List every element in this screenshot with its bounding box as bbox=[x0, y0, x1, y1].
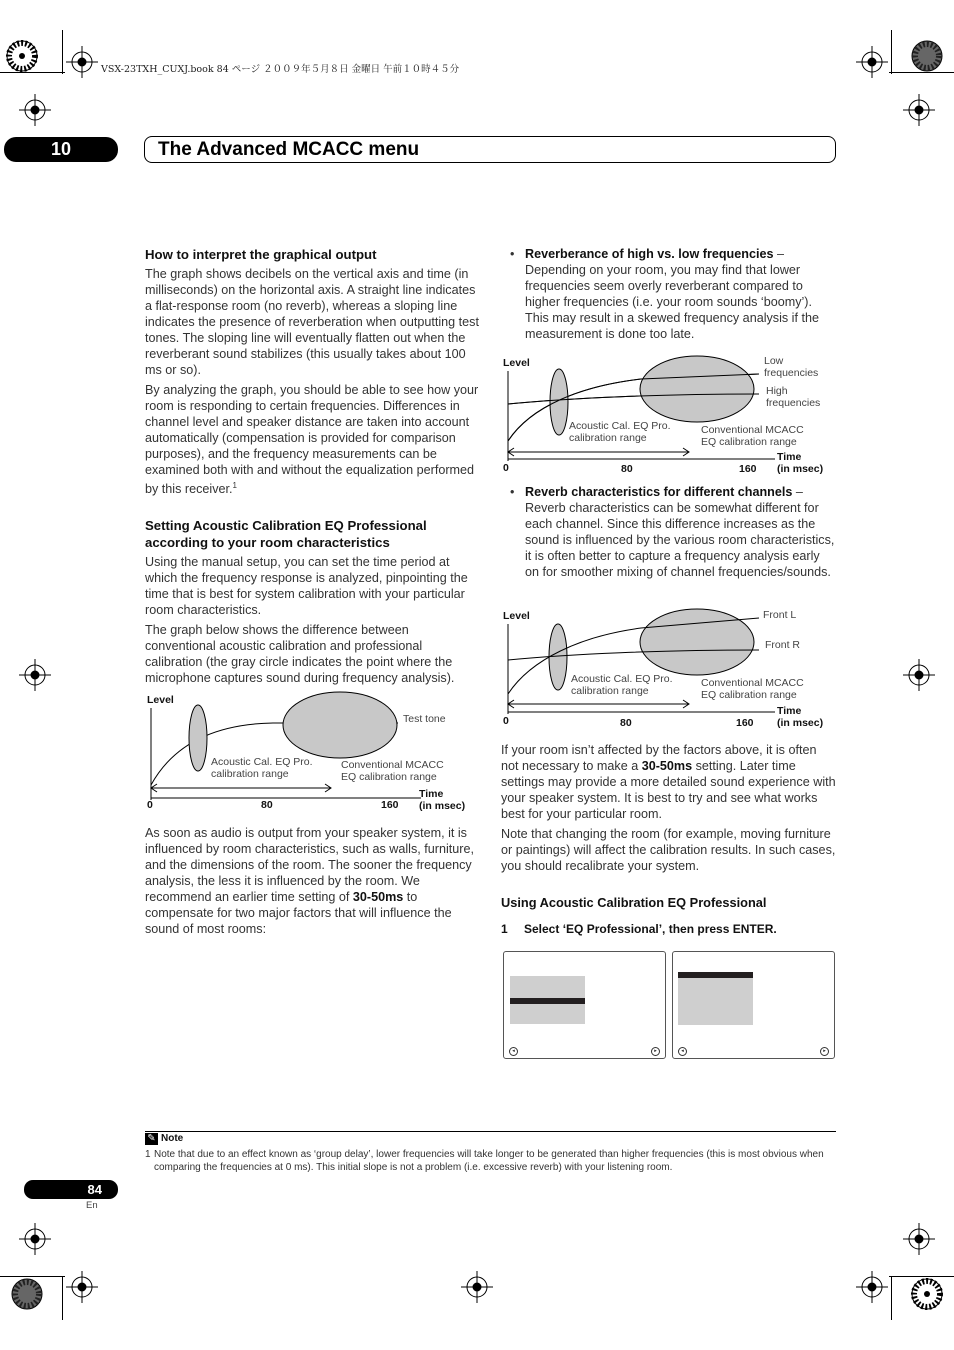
curve-label: frequencies bbox=[766, 397, 821, 409]
registration-target-icon bbox=[856, 46, 888, 78]
registration-target-icon bbox=[903, 659, 935, 691]
range-label: EQ calibration range bbox=[701, 689, 797, 701]
footnote-text: Note that due to an effect known as ‘group delay’, lower frequencies will take longer to be generated than higher frequencies (this is most obvious when comparing the frequencies at 0 ms). This initial slope is not a problem (i.e. excessive reverb) with your listening room. bbox=[154, 1149, 824, 1173]
range-label: Acoustic Cal. EQ Pro. bbox=[211, 756, 313, 768]
return-icon: ◂ bbox=[678, 1047, 687, 1056]
range-label: Acoustic Cal. EQ Pro. bbox=[571, 673, 673, 685]
registration-target-icon bbox=[461, 1271, 493, 1303]
curve-label: Test tone bbox=[403, 713, 446, 725]
range-label: Conventional MCACC bbox=[701, 424, 804, 436]
left-column bbox=[145, 246, 479, 690]
registration-target-icon bbox=[66, 1271, 98, 1303]
bullet-icon: • bbox=[510, 247, 515, 261]
conventional-range-ellipse bbox=[640, 356, 754, 422]
channel-graph bbox=[501, 604, 837, 729]
paragraph: The graph shows decibels on the vertical axis and time (in milliseconds) on the horizontal axis. A straight line indicates a flat-response room (no reverb), whereas a sloping line indicates the presence of reverberation when outputting test tones. The sloping line will eventually flatten out when the reverberant sound stabilizes (this usually takes about 100 ms or so). bbox=[145, 267, 479, 377]
footnote-number: 1 bbox=[145, 1149, 151, 1160]
range-label: Conventional MCACC bbox=[341, 759, 444, 771]
frequency-graph bbox=[501, 351, 837, 476]
step-text: Select ‘EQ Professional’, then press ENTER. bbox=[524, 922, 777, 936]
bullet-item: • Reverberance of high vs. low frequencies – Depending on your room, you may find that lower frequencies seem overly reverberant compared to higher frequencies (i.e. your room sounds ‘boomy’). This may result in a skewed frequency analysis if the measurement is done too late. bbox=[510, 247, 819, 341]
registration-target-icon bbox=[19, 1223, 51, 1255]
tick-label: 0 bbox=[503, 462, 509, 474]
range-label: EQ calibration range bbox=[341, 771, 437, 783]
axis-label-time: Time bbox=[419, 788, 444, 800]
tick-label: 0 bbox=[147, 799, 153, 811]
axis-label-time: Time bbox=[777, 705, 802, 717]
file-info-header: VSX-23TXH_CUXJ.book 84 ページ ２００９年５月８日 金曜日 午前１０時４５分 bbox=[101, 64, 460, 75]
step-number: 1 bbox=[501, 922, 508, 936]
paragraph: The graph below shows the difference between conventional acoustic calibration and professional calibration (the gray circle indicates the point where the microphone captures sound during frequency analysis). bbox=[145, 623, 455, 686]
curve-label: frequencies bbox=[764, 367, 819, 379]
conventional-range-ellipse bbox=[640, 609, 754, 675]
registration-target-icon bbox=[903, 94, 935, 126]
section-heading: Setting Acoustic Calibration EQ Professional according to your room characteristics bbox=[145, 518, 427, 551]
chapter-number: 10 bbox=[50, 139, 72, 159]
registration-target-icon bbox=[856, 1271, 888, 1303]
pro-range-ellipse bbox=[550, 369, 568, 435]
pro-range-ellipse bbox=[189, 705, 207, 771]
range-label: Acoustic Cal. EQ Pro. bbox=[569, 420, 671, 432]
paragraph: By analyzing the graph, you should be able to see how your room is responding to certain frequencies. Differences in channel level and speaker distance are taken into account automatically (compensation is provided for comparison purposes), and the frequency measurements can be examined both with and without the equalization performed by this receiver.$^1$ bbox=[145, 383, 479, 497]
enter-icon: ▸ bbox=[651, 1047, 660, 1056]
paragraph: If your room isn’t affected by the factors above, it is often not necessary to make a 30-50ms setting. Later time settings may provide a more detailed sound experience with your speaker system. It is best to try and see what works best for your particular room. bbox=[501, 743, 836, 821]
curve-label: High bbox=[766, 385, 788, 397]
menu-list-block bbox=[678, 977, 753, 1025]
color-wheel-icon bbox=[7, 41, 37, 71]
bullet-item: • Reverb characteristics for different channels – Reverb characteristics can be somewhat different for each channel. Since this difference increases as the sound is influenced by the various room characteristics, it is often better to capture a frequency analysis early on for smoother mixing of channel frequencies/sounds. bbox=[510, 485, 835, 579]
axis-label-time: (in msec) bbox=[777, 717, 824, 729]
note-pencil-icon: ✎ bbox=[145, 1133, 158, 1145]
color-wheel-icon bbox=[12, 1279, 42, 1309]
footnote bbox=[145, 1148, 835, 1174]
curve-label: Low bbox=[764, 355, 784, 367]
bullet-icon: • bbox=[510, 485, 515, 499]
language-code: En bbox=[86, 1200, 98, 1211]
registration-target-icon bbox=[903, 1223, 935, 1255]
tick-label: 80 bbox=[620, 717, 632, 729]
chapter-badge bbox=[4, 137, 118, 162]
range-label: calibration range bbox=[569, 432, 647, 444]
return-icon: ◂ bbox=[509, 1047, 518, 1056]
range-label: calibration range bbox=[211, 768, 289, 780]
step-item bbox=[501, 922, 836, 936]
screen-before bbox=[503, 951, 666, 1059]
page-number-badge bbox=[24, 1180, 118, 1199]
axis-label-time: (in msec) bbox=[777, 463, 824, 475]
tick-label: 160 bbox=[381, 799, 399, 811]
calibration-graph bbox=[143, 690, 479, 815]
note-label: Note bbox=[161, 1133, 184, 1144]
screen-after bbox=[672, 951, 835, 1059]
curve-label: Front L bbox=[763, 609, 797, 621]
registration-target-icon bbox=[19, 659, 51, 691]
paragraph: Using the manual setup, you can set the time period at which the frequency response is analyzed, pinpointing the time that is best for system calibration with your particular room characteristics. bbox=[145, 555, 468, 618]
registration-target-icon bbox=[19, 94, 51, 126]
enter-icon: ▸ bbox=[820, 1047, 829, 1056]
tick-label: 0 bbox=[503, 715, 509, 727]
footnote-ref[interactable]: 1 bbox=[232, 481, 237, 490]
tick-label: 80 bbox=[261, 799, 273, 811]
paragraph: As soon as audio is output from your speaker system, it is influenced by room characteristics, such as walls, furniture, and the dimensions of the room. The sooner the frequency analysis, the less it is influenced by the room. We recommend an earlier time setting of 30-50ms to compensate for two major factors that will influence the sound of most rooms: bbox=[145, 826, 474, 936]
axis-label-level: Level bbox=[147, 694, 174, 706]
color-wheel-icon bbox=[912, 41, 942, 71]
range-label: calibration range bbox=[571, 685, 649, 697]
tick-label: 160 bbox=[739, 463, 757, 475]
right-column-cont bbox=[501, 742, 836, 878]
registration-target-icon bbox=[66, 46, 98, 78]
range-label: EQ calibration range bbox=[701, 436, 797, 448]
axis-label-time: Time bbox=[777, 451, 802, 463]
note-divider bbox=[145, 1131, 836, 1132]
axis-label-level: Level bbox=[503, 357, 530, 369]
pro-range-ellipse bbox=[549, 624, 567, 690]
chapter-title-bar bbox=[144, 136, 836, 163]
curve-label: Front R bbox=[765, 639, 801, 651]
axis-label-level: Level bbox=[503, 610, 530, 622]
menu-highlight bbox=[510, 998, 585, 1004]
color-wheel-icon bbox=[912, 1279, 942, 1309]
chapter-title: The Advanced MCACC menu bbox=[158, 139, 420, 160]
paragraph: Note that changing the room (for example, moving furniture or paintings) will affect the calibration results. In such cases, you should recalibrate your system. bbox=[501, 827, 836, 873]
page-number: 84 bbox=[87, 1182, 102, 1197]
conventional-range-ellipse bbox=[283, 692, 397, 758]
section-heading: Using Acoustic Calibration EQ Professional bbox=[501, 895, 767, 910]
menu-highlight bbox=[678, 972, 753, 978]
section-heading: How to interpret the graphical output bbox=[145, 247, 377, 262]
left-column-cont bbox=[145, 825, 479, 941]
tick-label: 160 bbox=[736, 717, 754, 729]
axis-label-time: (in msec) bbox=[419, 800, 466, 812]
tick-label: 80 bbox=[621, 463, 633, 475]
range-label: Conventional MCACC bbox=[701, 677, 804, 689]
